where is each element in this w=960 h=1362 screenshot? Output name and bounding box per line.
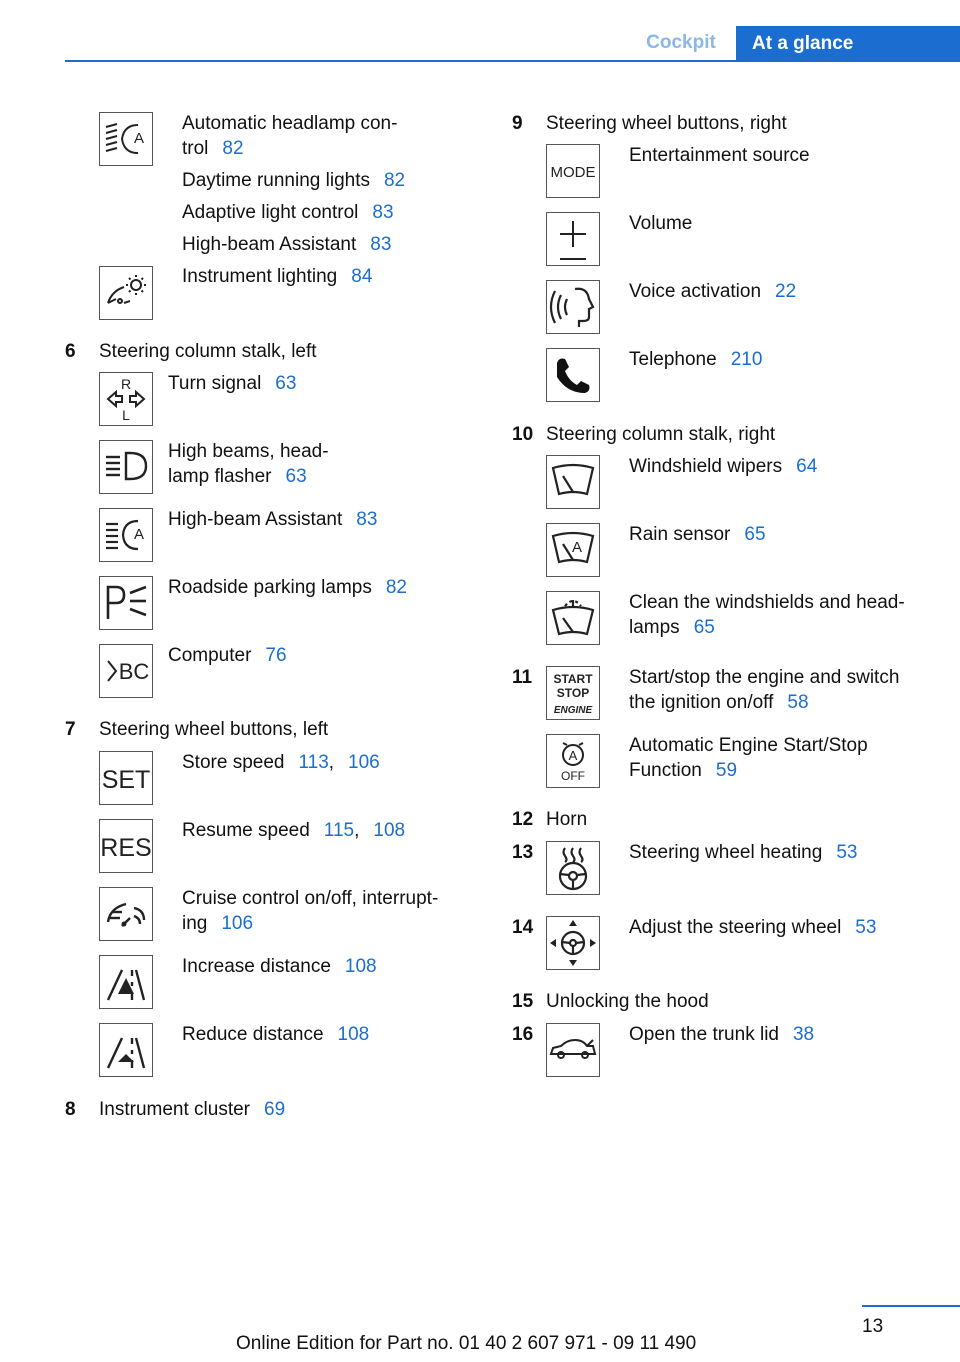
page-ref-link[interactable]: 82 xyxy=(383,170,406,191)
high-beam-assistant-entry: High-beam Assistant 83 xyxy=(182,234,392,255)
instrument-lighting-entry: Instrument lighting 84 xyxy=(182,266,373,287)
rain-sensor-icon xyxy=(546,523,600,577)
volume-entry: Volume xyxy=(629,213,693,234)
computer-icon xyxy=(99,644,153,698)
auto-start-stop-icon xyxy=(546,734,600,788)
rain-sensor-entry: Rain sensor 65 xyxy=(629,524,766,545)
voice-activation-entry: Voice activation 22 xyxy=(629,281,797,302)
section-title: Steering wheel buttons, right xyxy=(546,113,787,134)
automatic-headlamp-icon xyxy=(99,112,153,166)
high-beam-entry: High beams, head- lamp flasher 63 xyxy=(168,441,329,487)
trunk-lid-entry: Open the trunk lid 38 xyxy=(629,1024,815,1045)
auto-headlamp-entry: Automatic headlamp con- trol 82 xyxy=(182,113,398,159)
start-stop-entry: Start/stop the engine and switch the ignition on/off 58 xyxy=(629,667,900,713)
instrument-lighting-icon xyxy=(99,266,153,320)
page-ref-link[interactable]: 113 xyxy=(298,752,329,773)
high-beam-icon xyxy=(99,440,153,494)
set-icon xyxy=(99,751,153,805)
section-number: 16 xyxy=(512,1024,534,1045)
footer-rule xyxy=(862,1305,960,1307)
page-ref-link[interactable]: 108 xyxy=(344,956,377,977)
auto-start-stop-entry: Automatic Engine Start/Stop Function 59 xyxy=(629,735,868,781)
page-ref-link[interactable]: 65 xyxy=(693,617,715,638)
mode-icon xyxy=(546,144,600,198)
page-ref-link[interactable]: 64 xyxy=(796,456,818,477)
engine-label: ENGINE xyxy=(553,705,593,716)
turn-signal-icon xyxy=(99,372,153,426)
section-title: Steering column stalk, left xyxy=(99,341,317,362)
washer-icon xyxy=(546,591,600,645)
section-number: 6 xyxy=(65,341,76,362)
turn-left-label: L xyxy=(122,407,130,423)
mode-label: MODE xyxy=(550,164,596,181)
cruise-control-icon xyxy=(99,887,153,941)
page-ref-link[interactable]: 22 xyxy=(775,281,797,302)
page-ref-link[interactable]: 83 xyxy=(372,202,394,223)
turn-signal-entry: Turn signal 63 xyxy=(168,373,297,394)
page-ref-link[interactable]: 108 xyxy=(337,1024,370,1045)
page-number: 13 xyxy=(862,1316,884,1337)
header-rule xyxy=(65,60,960,62)
res-icon xyxy=(99,819,153,873)
store-speed-entry: Store speed 113, 106 xyxy=(182,752,380,773)
section-title: Steering wheel buttons, left xyxy=(99,719,329,740)
high-beam-assistant-entry-2: High-beam Assistant 83 xyxy=(168,509,378,530)
section-title: Steering column stalk, right xyxy=(546,424,776,445)
section-number: 13 xyxy=(512,842,534,863)
page-ref-link[interactable]: 69 xyxy=(264,1099,286,1120)
set-label: SET xyxy=(101,766,151,794)
auto-off-label: OFF xyxy=(561,769,585,783)
instrument-cluster-entry: Instrument cluster 69 xyxy=(99,1099,286,1120)
page-ref-link[interactable]: 53 xyxy=(836,842,858,863)
page-ref-link[interactable]: 84 xyxy=(351,266,373,287)
page-ref-link[interactable]: 63 xyxy=(285,466,307,487)
high-beam-assistant-icon xyxy=(99,508,153,562)
turn-right-label: R xyxy=(120,376,132,392)
page-ref-link[interactable]: 108 xyxy=(373,820,406,841)
trunk-lid-icon xyxy=(546,1023,600,1077)
page-ref-link[interactable]: 63 xyxy=(275,373,297,394)
section-number: 10 xyxy=(512,424,534,445)
section-number: 7 xyxy=(65,719,76,740)
page-ref-link[interactable]: 58 xyxy=(787,692,809,713)
section-number: 11 xyxy=(512,667,533,688)
edition-note: Online Edition for Part no. 01 40 2 607 971 - 09 11 490 xyxy=(236,1333,697,1354)
page-ref-link[interactable]: 210 xyxy=(730,349,763,370)
section-number: 8 xyxy=(65,1099,76,1120)
page-ref-link[interactable]: 59 xyxy=(715,760,738,781)
daytime-lights-entry: Daytime running lights 82 xyxy=(182,170,406,191)
reduce-distance-entry: Reduce distance 108 xyxy=(182,1024,370,1045)
increase-distance-icon xyxy=(99,955,153,1009)
bc-label: BC xyxy=(118,659,150,684)
adaptive-light-entry: Adaptive light control 83 xyxy=(182,202,394,223)
parking-lamps-entry: Roadside parking lamps 82 xyxy=(168,577,407,598)
res-label: RES xyxy=(100,834,152,862)
page-ref-link[interactable]: 82 xyxy=(222,138,244,159)
parking-lamps-icon xyxy=(99,576,153,630)
start-stop-icon xyxy=(546,666,600,720)
entertainment-source-entry: Entertainment source xyxy=(629,145,810,166)
adjust-steering-wheel-entry: Adjust the steering wheel 53 xyxy=(629,917,877,938)
page-ref-link[interactable]: 83 xyxy=(370,234,392,255)
adjust-steering-wheel-icon xyxy=(546,916,600,970)
telephone-icon xyxy=(546,348,600,402)
page-ref-link[interactable]: 115 xyxy=(323,820,355,841)
windshield-wipers-icon xyxy=(546,455,600,509)
tab-at-a-glance[interactable]: At a glance xyxy=(736,26,960,62)
page-ref-link[interactable]: 82 xyxy=(385,577,407,598)
start-label: START xyxy=(553,672,593,686)
telephone-entry: Telephone 210 xyxy=(629,349,763,370)
section-number: 15 xyxy=(512,991,534,1012)
increase-distance-entry: Increase distance 108 xyxy=(182,956,377,977)
cruise-control-entry: Cruise control on/off, interrupt- ing 106 xyxy=(182,888,439,934)
volume-icon xyxy=(546,212,600,266)
section-number: 9 xyxy=(512,113,523,134)
steering-wheel-heating-icon xyxy=(546,841,600,895)
section-number: 12 xyxy=(512,809,534,830)
auto-a-label: A xyxy=(568,748,578,763)
page-ref-link[interactable]: 106 xyxy=(348,752,380,773)
stop-label: STOP xyxy=(556,686,590,700)
page-ref-link[interactable]: 76 xyxy=(265,645,287,666)
tab-cockpit[interactable]: Cockpit xyxy=(646,32,716,53)
computer-entry: Computer 76 xyxy=(168,645,287,666)
reduce-distance-icon xyxy=(99,1023,153,1077)
horn-entry: Horn xyxy=(546,809,588,830)
washer-entry: Clean the windshields and head- lamps 65 xyxy=(629,592,905,638)
voice-activation-icon xyxy=(546,280,600,334)
page-ref-link[interactable]: 53 xyxy=(855,917,877,938)
page-ref-link[interactable]: 38 xyxy=(792,1024,815,1045)
page-ref-link[interactable]: 106 xyxy=(221,913,254,934)
hba-letter: A xyxy=(133,526,145,543)
rain-sensor-letter: A xyxy=(571,539,583,556)
resume-speed-entry: Resume speed 115, 108 xyxy=(182,820,406,841)
page-ref-link[interactable]: 65 xyxy=(744,524,766,545)
auto-headlamp-letter: A xyxy=(133,130,145,147)
page-ref-link[interactable]: 83 xyxy=(356,509,378,530)
steering-wheel-heating-entry: Steering wheel heating 53 xyxy=(629,842,858,863)
unlocking-hood-entry: Unlocking the hood xyxy=(546,991,709,1012)
windshield-wipers-entry: Windshield wipers 64 xyxy=(629,456,818,477)
section-number: 14 xyxy=(512,917,534,938)
